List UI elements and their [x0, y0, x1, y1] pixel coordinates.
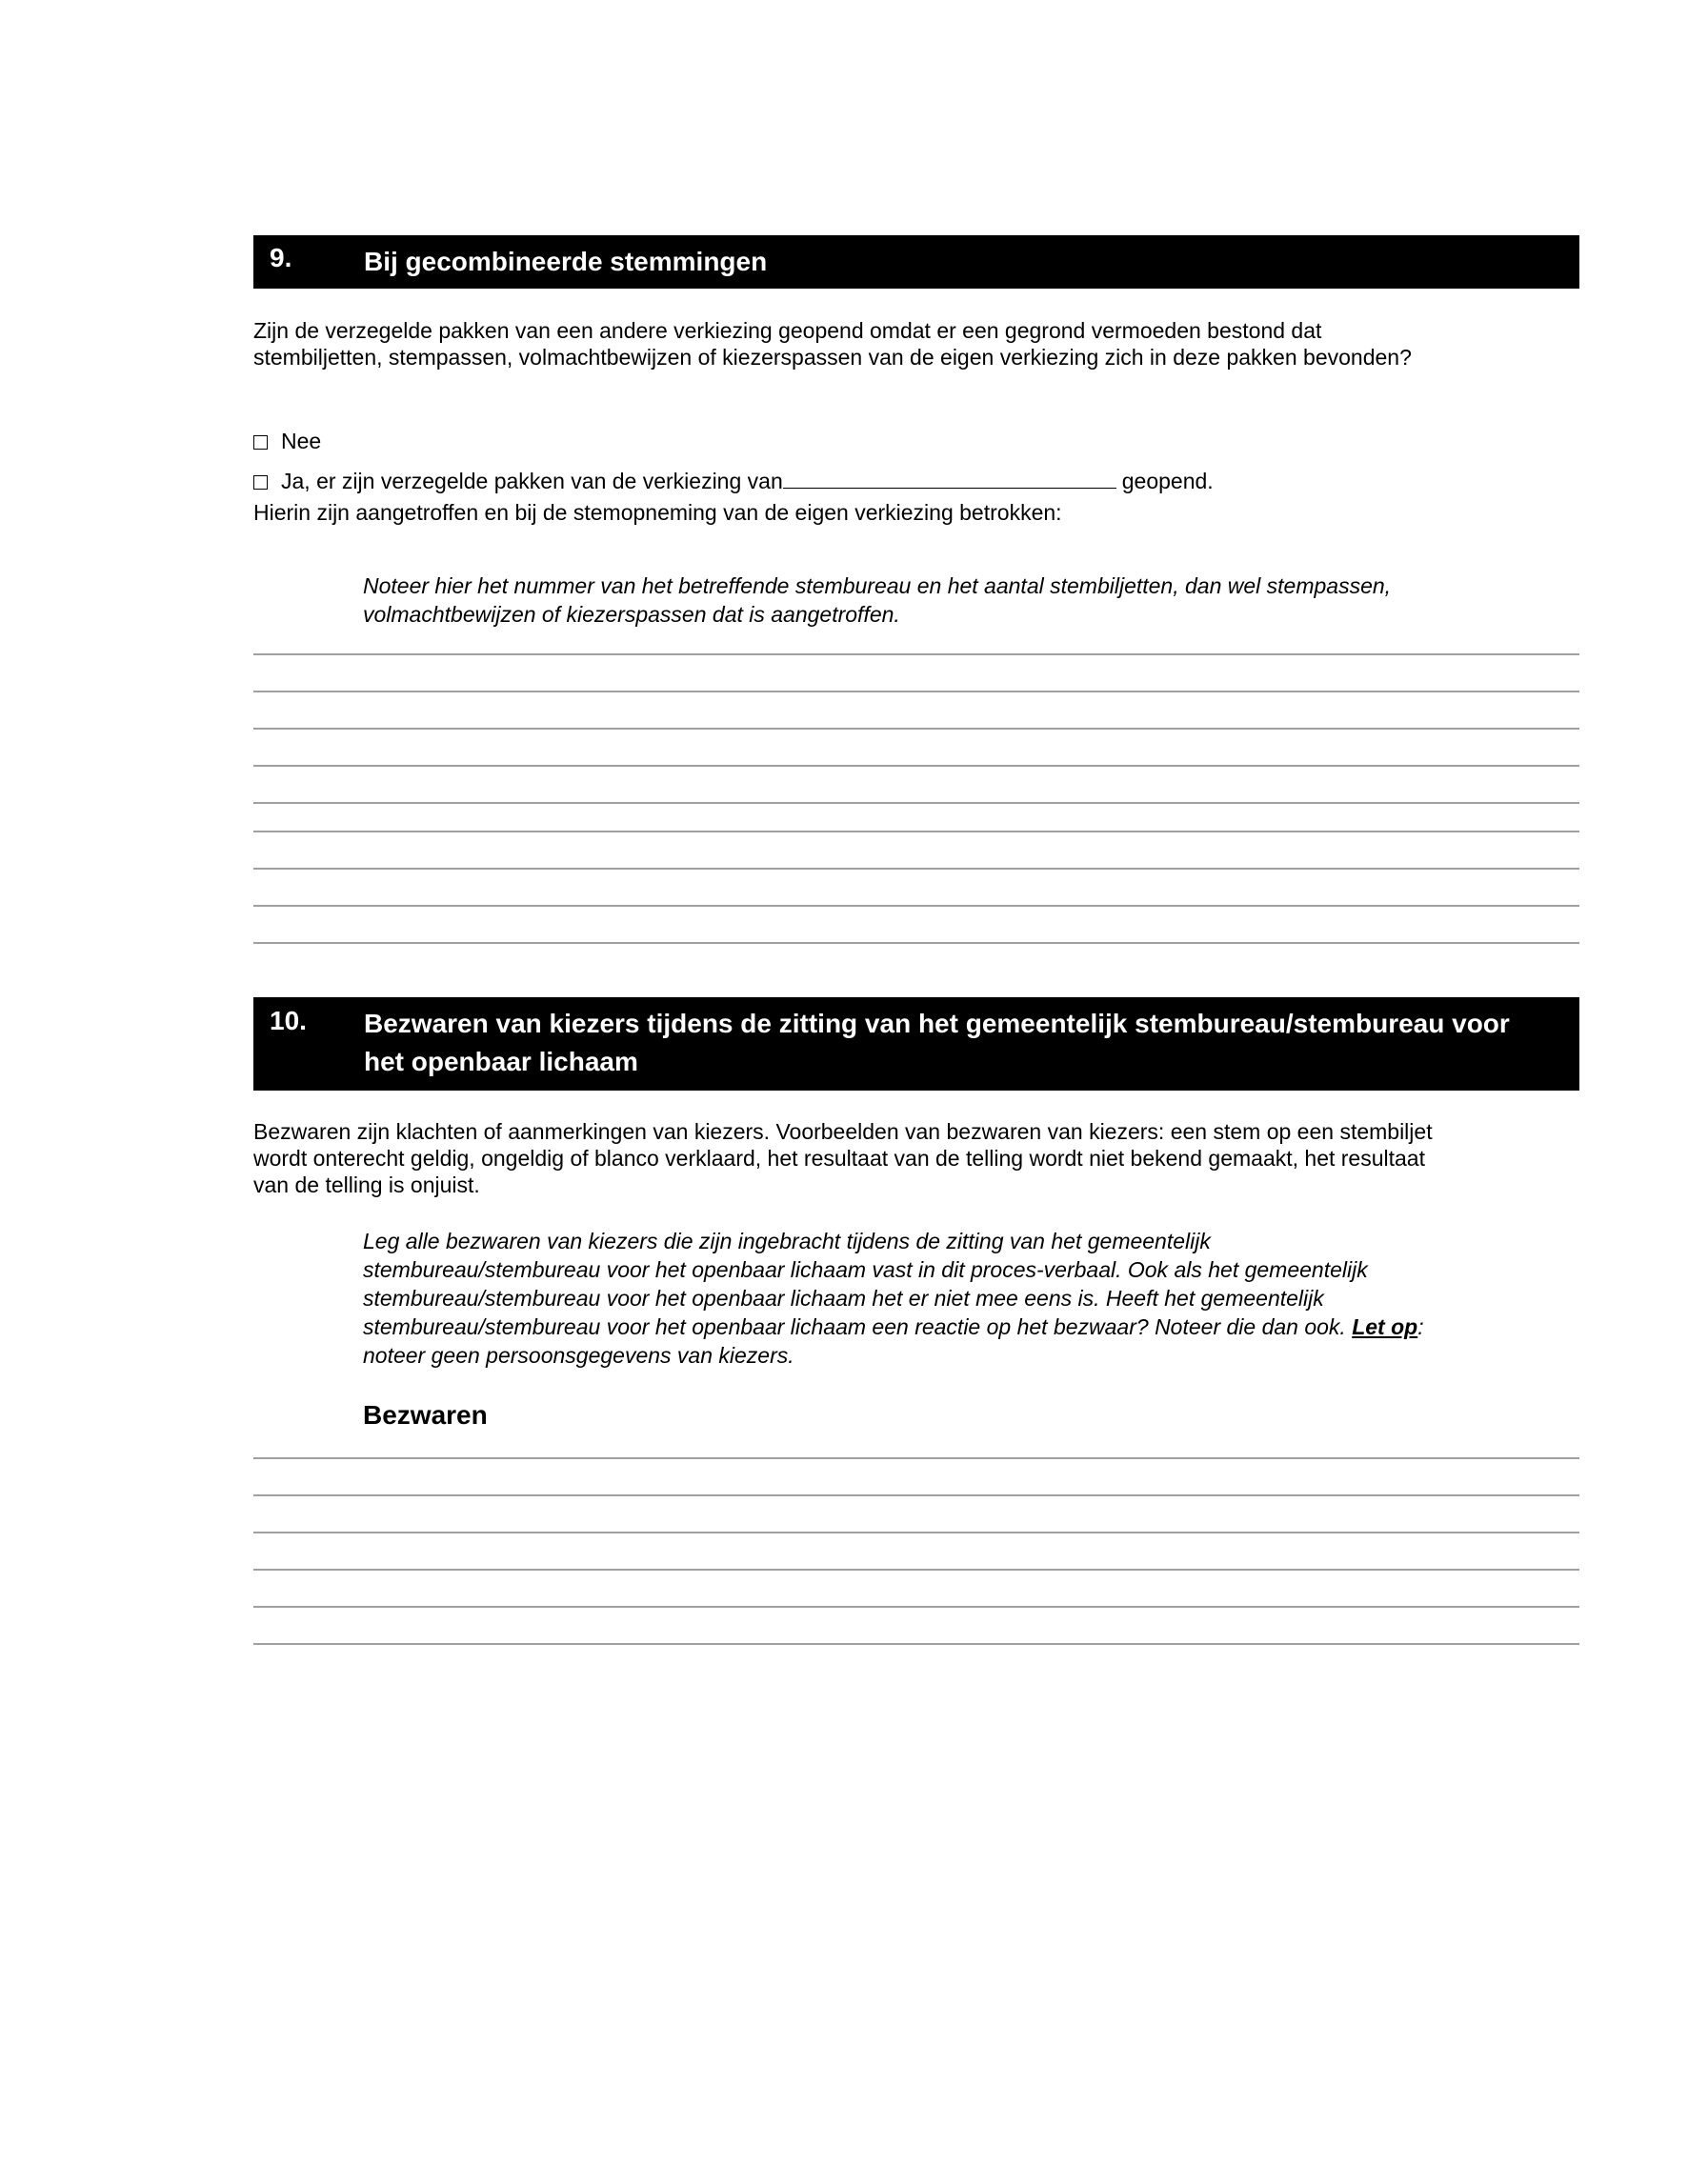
option-no[interactable] [253, 428, 321, 454]
writing-line[interactable] [253, 728, 1579, 730]
writing-line[interactable] [253, 653, 1579, 655]
objections-heading: Bezwaren [363, 1400, 488, 1430]
section-10-header [253, 997, 1579, 1091]
checkbox-no[interactable] [253, 435, 268, 450]
section-10-instruction-text: Leg alle bezwaren van kiezers die zijn ingebracht tijdens de zitting van het gemeentelijk stembureau/stembureau voor het openbaar lichaam vast in dit proces-verbaal. Ook als het gemeentelijk stembureau/stembureau voor het openbaar lichaam het er niet mee eens is. Heeft het gemeentelijk stembureau/stembureau voor het openbaar lichaam een reactie op het bezwaar? Noteer die dan ook. [363, 1229, 1368, 1339]
writing-line[interactable] [253, 1532, 1579, 1533]
found-text: Hierin zijn aangetroffen en bij de stemopneming van de eigen verkiezing betrokken: [253, 500, 1062, 525]
writing-line[interactable] [253, 1643, 1579, 1645]
writing-line[interactable] [253, 1457, 1579, 1459]
writing-line[interactable] [253, 691, 1579, 692]
section-9-number: 9. [270, 243, 292, 272]
writing-line[interactable] [253, 905, 1579, 907]
writing-line[interactable] [253, 765, 1579, 767]
section-10-title: Bezwaren van kiezers tijdens de zitting van het gemeentelijk stembureau/stembureau voor het openbaar lichaam [364, 1009, 1510, 1076]
option-yes-label: Ja, er zijn verzegelde pakken van de verkiezing van [281, 469, 783, 493]
note-text: : noteer geen persoonsgegevens van kiezers. [363, 1314, 1424, 1368]
writing-line[interactable] [253, 831, 1579, 832]
section-9-header [253, 235, 1579, 289]
writing-line[interactable] [253, 1569, 1579, 1571]
writing-line[interactable] [253, 1494, 1579, 1496]
writing-line[interactable] [253, 868, 1579, 870]
section-10-instruction [363, 1227, 1430, 1370]
section-10-number: 10. [270, 1006, 307, 1035]
section-10-intro: Bezwaren zijn klachten of aanmerkingen van kiezers. Voorbeelden van bezwaren van kiezers: een stem op een stembiljet wordt onterecht geldig, ongeldig of blanco verklaard, het resultaat van de telling wordt niet bekend gemaakt, het resultaat van de telling is onjuist. [253, 1119, 1433, 1197]
checkbox-yes[interactable] [253, 475, 268, 490]
election-name-field[interactable] [783, 469, 1116, 489]
section-9-question: Zijn de verzegelde pakken van een andere verkiezing geopend omdat er een gegrond vermoeden bestond dat stembiljetten, stempassen, volmachtbewijzen of kiezerspassen van de eigen verkiezing zich in deze pakken bevonden? [253, 318, 1412, 370]
section-9-title: Bij gecombineerde stemmingen [364, 247, 768, 276]
option-yes-suffix: geopend. [1121, 469, 1214, 493]
note-label: Let op [1352, 1314, 1418, 1339]
writing-line[interactable] [253, 802, 1579, 804]
writing-line[interactable] [253, 1606, 1579, 1608]
writing-line[interactable] [253, 942, 1579, 944]
option-yes[interactable] [253, 468, 1214, 494]
section-9-instruction: Noteer hier het nummer van het betreffende stembureau en het aantal stembiljetten, dan wel stempassen, volmachtbewijzen of kiezerspassen dat is aangetroffen. [363, 573, 1392, 627]
option-no-label: Nee [281, 429, 322, 453]
